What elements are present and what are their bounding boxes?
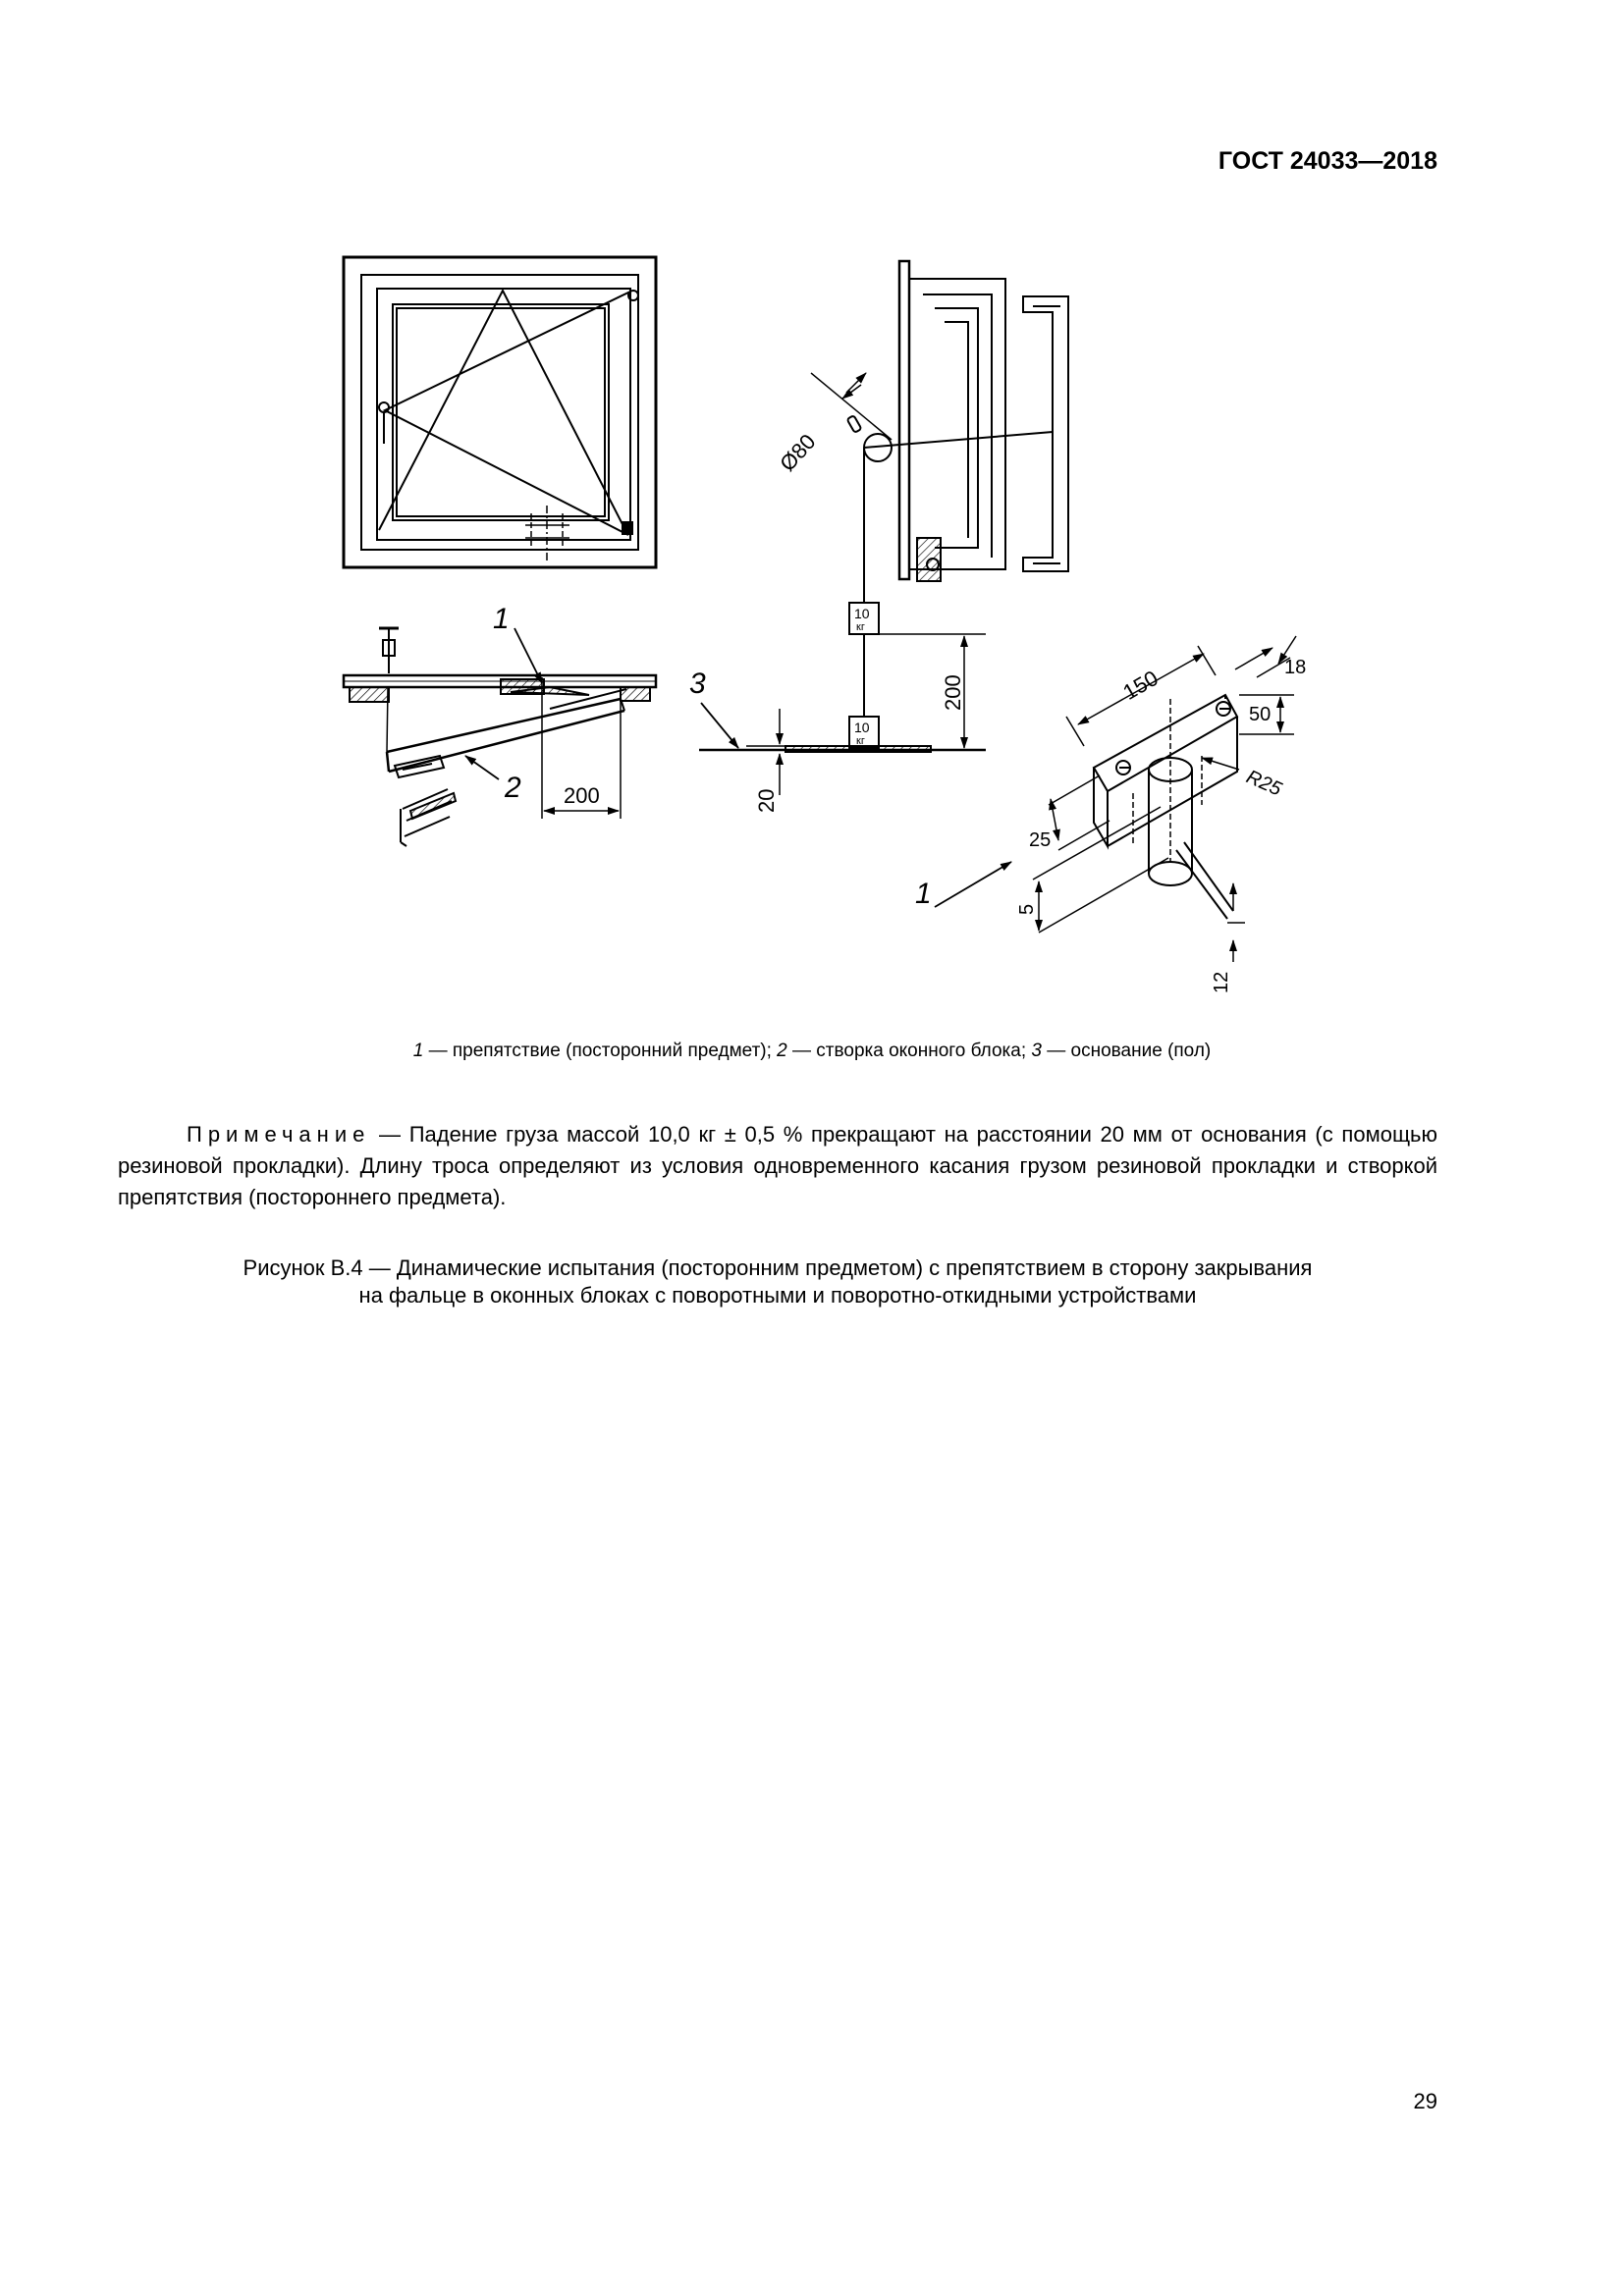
note-paragraph [118, 1119, 1437, 1213]
test-setup-drawing [0, 0, 1624, 1041]
legend-num-2: 2 [777, 1041, 787, 1061]
obstacle-isometric [935, 636, 1296, 962]
legend-num-3: 3 [1031, 1041, 1042, 1061]
dim-5: 5 [1016, 903, 1038, 915]
legend-text-2: — створка оконного блока; [786, 1041, 1032, 1061]
callout-obstacle-iso: 1 [915, 878, 932, 910]
caption-line-1: Рисунок В.4 — Динамические испытания (посторонним предметом) с препятствием в сторону закрывания [243, 1255, 1313, 1280]
dim-150: 150 [1118, 665, 1163, 705]
weight-unit-bottom: кг [856, 735, 865, 747]
dim-200-side: 200 [941, 674, 965, 711]
weight-mass-bottom: 10 [854, 720, 870, 735]
callout-sash: 2 [505, 772, 521, 804]
dim-50: 50 [1249, 704, 1272, 725]
dim-r25: R25 [1242, 766, 1285, 801]
callout-obstacle-plan: 1 [493, 603, 510, 635]
caption-line-2: на фальце в оконных блоках с поворотными и поворотно-откидными устройствами [358, 1283, 1197, 1308]
page-number: 29 [1413, 2089, 1437, 2113]
note-text: — Падение груза массой 10,0 кг ± 0,5 % прекращают на расстоянии 20 мм от основания (с помощью резиновой прокладки). Длину троса определяют из условия одновременного касания грузом резиновой прокладки и створкой препятствия (постороннего предмета). [118, 1122, 1437, 1209]
weight-unit-top: кг [856, 621, 865, 633]
dim-diameter-80: Ø80 [775, 429, 821, 476]
side-view [699, 261, 1068, 795]
window-front-view [344, 257, 656, 567]
legend-num-1: 1 [412, 1041, 424, 1061]
note-label: Примечание [187, 1122, 371, 1147]
dim-200-plan: 200 [564, 783, 600, 808]
legend-text-3: — основание (пол) [1041, 1041, 1212, 1061]
figure-legend [0, 1041, 1624, 1062]
callout-base: 3 [689, 667, 706, 700]
figure-caption [118, 1255, 1437, 1309]
dim-12: 12 [1211, 971, 1232, 993]
legend-text-1: — препятствие (посторонний предмет); [423, 1041, 778, 1061]
dim-18: 18 [1284, 657, 1307, 678]
document-id: ГОСТ 24033—2018 [1218, 147, 1437, 175]
weight-mass-top: 10 [854, 606, 870, 621]
dim-25: 25 [1029, 829, 1052, 851]
dim-20: 20 [754, 788, 779, 813]
window-plan-view [344, 628, 656, 846]
